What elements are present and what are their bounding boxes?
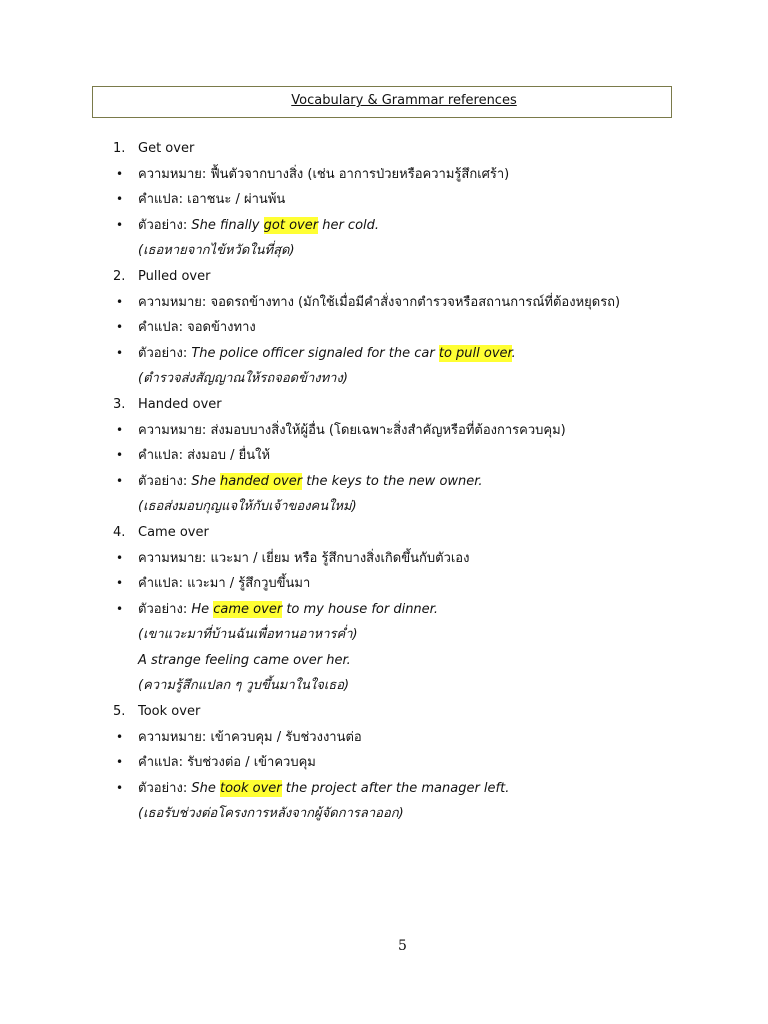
section-heading (0, 699, 768, 725)
translation-item (0, 187, 768, 213)
example2-thai: (ความรู้สึกแปลก ๆ วูบขึ้นมาในใจเธอ) (138, 678, 350, 694)
bullet-icon: • (116, 192, 124, 207)
vocabulary-list (0, 136, 768, 827)
translation-text: แวะมา / รู้สึกวูบขึ้นมา (187, 576, 311, 592)
example-text-before: The police officer signaled for the car (191, 345, 435, 361)
bullet-icon: • (116, 755, 124, 770)
section-heading (0, 136, 768, 162)
section-number: 1. (113, 141, 126, 156)
meaning-label: ความหมาย: (138, 422, 207, 438)
meaning-label: ความหมาย: (138, 166, 207, 182)
example-label: ตัวอย่าง: (138, 601, 188, 617)
example-text-after: to my house for dinner. (286, 601, 438, 617)
bullet-icon: • (116, 576, 124, 591)
meaning-text: ส่งมอบบางสิ่งให้ผู้อื่น (โดยเฉพาะสิ่งสำคัญหรือที่ต้องการควบคุม) (210, 422, 566, 438)
highlighted-phrase: came over (213, 601, 283, 617)
bullet-icon: • (116, 345, 124, 360)
translation-label: คำแปล: (138, 755, 183, 771)
bullet-icon: • (116, 448, 124, 463)
section-title: Took over (138, 704, 201, 720)
example-thai: (เธอส่งมอบกุญแจให้กับเจ้าของคนใหม่) (138, 499, 357, 515)
example-translation (0, 494, 768, 520)
example-item (0, 469, 768, 495)
example-text-after: . (511, 345, 516, 361)
example2-text: A strange feeling came over her. (138, 652, 351, 668)
example-label: ตัวอย่าง: (138, 780, 188, 796)
example-text-before: She finally (191, 217, 260, 233)
section-title: Came over (138, 524, 209, 540)
second-example-translation (0, 673, 768, 699)
example-translation (0, 366, 768, 392)
meaning-item (0, 725, 768, 751)
bullet-icon: • (116, 166, 124, 181)
meaning-text: แวะมา / เยี่ยม หรือ รู้สึกบางสิ่งเกิดขึ้นกับตัวเอง (210, 550, 470, 566)
example-text-before: She (191, 780, 216, 796)
translation-item (0, 571, 768, 597)
example-label: ตัวอย่าง: (138, 345, 188, 361)
meaning-text: เข้าควบคุม / รับช่วงงานต่อ (210, 729, 362, 745)
page-title: Vocabulary & Grammar references (291, 93, 517, 108)
bullet-icon: • (116, 294, 124, 309)
bullet-icon: • (116, 550, 124, 565)
translation-item (0, 315, 768, 341)
example-label: ตัวอย่าง: (138, 217, 188, 233)
translation-item (0, 750, 768, 776)
example-thai: (เธอรับช่วงต่อโครงการหลังจากผู้จัดการลาออก) (138, 806, 404, 822)
example-item (0, 776, 768, 802)
example-item (0, 213, 768, 239)
meaning-label: ความหมาย: (138, 729, 207, 745)
translation-label: คำแปล: (138, 576, 183, 592)
bullet-icon: • (116, 729, 124, 744)
section-title: Get over (138, 141, 195, 156)
translation-label: คำแปล: (138, 192, 183, 208)
meaning-item (0, 546, 768, 572)
page-number: 5 (398, 938, 407, 954)
meaning-item (0, 418, 768, 444)
bullet-icon: • (116, 780, 124, 795)
section-title: Pulled over (138, 268, 211, 284)
second-example (0, 648, 768, 674)
section-number: 3. (113, 396, 126, 412)
translation-label: คำแปล: (138, 448, 183, 464)
example-thai: (เธอหายจากไข้หวัดในที่สุด) (138, 243, 295, 259)
meaning-item (0, 162, 768, 188)
example-thai: (เขาแวะมาที่บ้านฉันเพื่อทานอาหารค่ำ) (138, 627, 358, 643)
translation-label: คำแปล: (138, 320, 183, 336)
section-number: 4. (113, 524, 126, 540)
bullet-icon: • (116, 473, 124, 488)
translation-text: เอาชนะ / ผ่านพ้น (187, 192, 286, 208)
bullet-icon: • (116, 217, 124, 232)
example-label: ตัวอย่าง: (138, 473, 188, 489)
translation-item (0, 443, 768, 469)
section-number: 2. (113, 268, 126, 284)
meaning-label: ความหมาย: (138, 550, 207, 566)
bullet-icon: • (116, 422, 124, 437)
example-text-after: the keys to the new owner. (306, 473, 483, 489)
example-text-after: the project after the manager left. (285, 780, 510, 796)
example-text-after: her cold. (322, 217, 380, 233)
example-translation (0, 801, 768, 827)
meaning-label: ความหมาย: (138, 294, 207, 310)
example-translation (0, 622, 768, 648)
example-item (0, 341, 768, 367)
header-box (92, 86, 672, 118)
section-number: 5. (113, 704, 126, 720)
section-heading (0, 264, 768, 290)
highlighted-phrase: took over (219, 780, 282, 796)
example-text-before: She (191, 473, 216, 489)
translation-text: รับช่วงต่อ / เข้าควบคุม (187, 755, 316, 771)
highlighted-phrase: to pull over (438, 345, 512, 361)
bullet-icon: • (116, 320, 124, 335)
example-text-before: He (191, 601, 210, 617)
section-heading (0, 520, 768, 546)
section-title: Handed over (138, 396, 222, 412)
highlighted-phrase: got over (263, 217, 319, 233)
translation-text: จอดข้างทาง (187, 320, 256, 336)
meaning-text: ฟื้นตัวจากบางสิ่ง (เช่น อาการป่วยหรือความรู้สึกเศร้า) (210, 166, 510, 182)
highlighted-phrase: handed over (219, 473, 303, 489)
meaning-text: จอดรถข้างทาง (มักใช้เมื่อมีคำสั่งจากตำรวจหรือสถานการณ์ที่ต้องหยุดรถ) (210, 294, 621, 310)
translation-text: ส่งมอบ / ยื่นให้ (187, 448, 271, 464)
example-thai: (ตำรวจส่งสัญญาณให้รถจอดข้างทาง) (138, 371, 348, 387)
example-translation (0, 238, 768, 264)
example-item (0, 597, 768, 623)
meaning-item (0, 290, 768, 316)
section-heading (0, 392, 768, 418)
bullet-icon: • (116, 601, 124, 616)
